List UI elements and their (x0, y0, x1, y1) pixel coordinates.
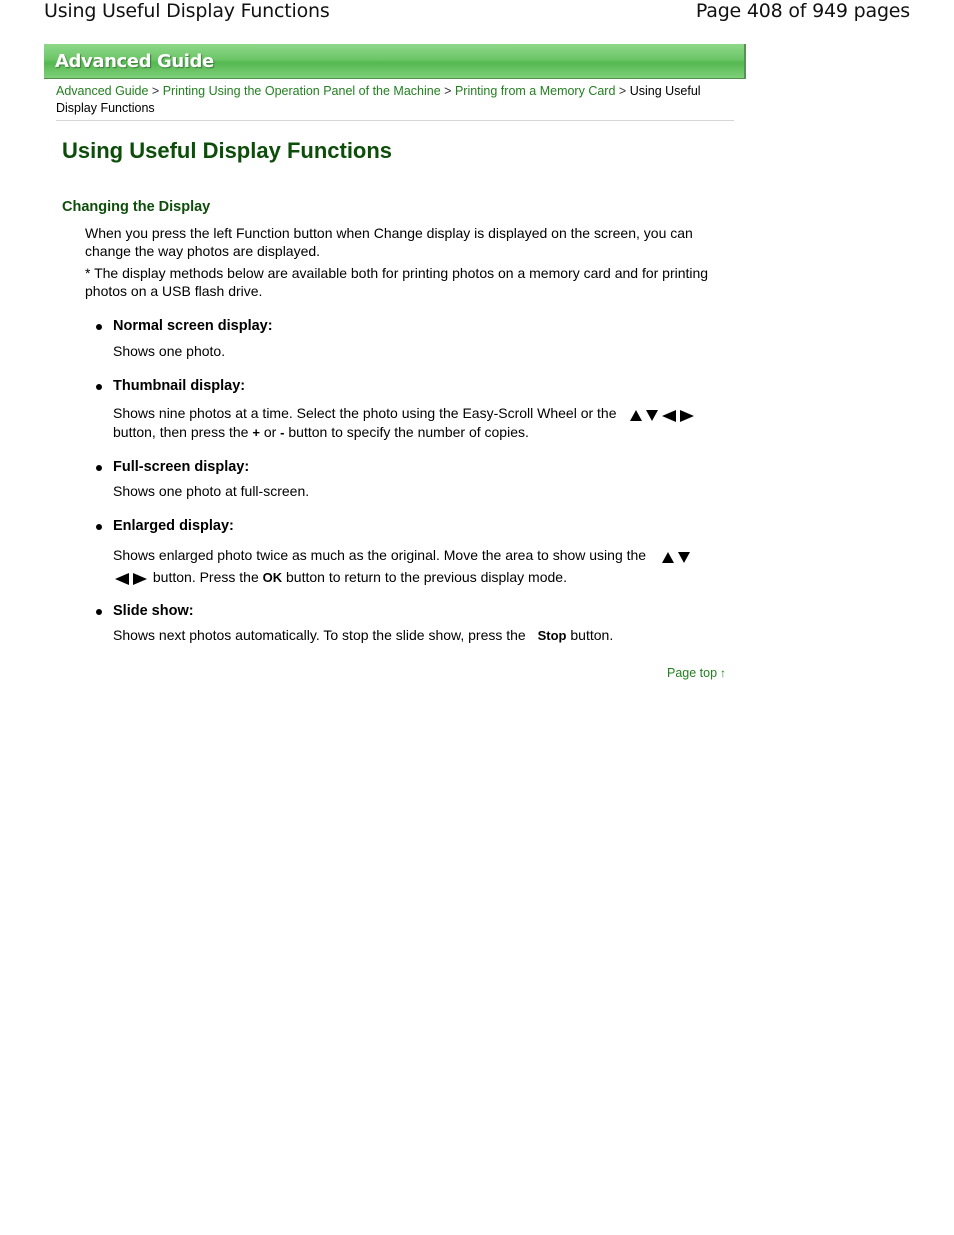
description-text: button, then press the (113, 424, 249, 441)
arrow-down-icon (646, 410, 658, 421)
divider (56, 120, 734, 121)
breadcrumb-separator: > (151, 84, 160, 98)
arrow-up-down-icon (660, 546, 692, 567)
intro-paragraph: When you press the left Function button when Change display is displayed on the screen, you can change the way photos are displayed. (85, 225, 693, 259)
item-description (113, 545, 713, 589)
note-paragraph: * The display methods below are available both for printing photos on a memory card and for printing photos on a USB flash drive. (85, 265, 709, 299)
description-text: button. (570, 627, 614, 643)
item-description (113, 404, 713, 442)
document-title: Using Useful Display Functions (44, 0, 330, 22)
breadcrumb-current: Using Useful Display Functions (56, 84, 701, 115)
bullet (96, 465, 102, 471)
page-title: Using Useful Display Functions (62, 138, 393, 163)
description-text: Shows enlarged photo twice as much as the original. Move the area to show using the (113, 547, 647, 563)
arrow-right-icon (680, 410, 694, 422)
arrow-left-right-icon (113, 568, 149, 589)
page-counter: Page 408 of 949 pages (695, 0, 910, 22)
minus-button-label: - (280, 425, 285, 441)
item-title: Slide show: (113, 603, 194, 619)
arrow-up-icon (662, 552, 674, 563)
arrow-buttons-icon (628, 405, 696, 423)
item-description: Shows one photo at full-screen. (113, 483, 310, 499)
arrow-up-icon (630, 410, 642, 421)
banner-label: Advanced Guide (55, 51, 214, 72)
bullet (96, 324, 102, 330)
breadcrumb-separator: > (618, 84, 627, 98)
item-title: Thumbnail display: (113, 378, 246, 394)
description-text: button to return to the previous display mode. (286, 568, 567, 585)
breadcrumb-link-advanced-guide[interactable]: Advanced Guide (56, 84, 149, 98)
page-top-link[interactable] (667, 666, 726, 680)
page-header (0, 0, 954, 30)
bullet (96, 524, 102, 530)
breadcrumb (56, 83, 716, 117)
description-text: button to specify the number of copies. (288, 424, 529, 441)
item-title: Full-screen display: (113, 459, 250, 475)
arrow-right-icon (133, 573, 147, 585)
bullet (96, 384, 102, 390)
description-text: button. Press the (152, 568, 259, 585)
breadcrumb-link-memory-card[interactable]: Printing from a Memory Card (454, 84, 616, 98)
stop-button-label: Stop (537, 628, 567, 643)
advanced-guide-banner (44, 44, 746, 79)
plus-button-label: + (252, 425, 260, 441)
page-top-label: Page top (667, 666, 718, 680)
description-text: Shows nine photos at a time. Select the photo using the Easy-Scroll Wheel or the (113, 405, 617, 421)
arrow-up-icon: ↑ (720, 666, 727, 680)
description-text: Shows next photos automatically. To stop the slide show, press the (113, 627, 526, 643)
item-description (113, 626, 713, 645)
ok-button-label: OK (262, 569, 283, 585)
item-title: Enlarged display: (113, 518, 234, 534)
description-text: or (263, 424, 277, 441)
section-title: Changing the Display (62, 199, 211, 215)
item-description: Shows one photo. (113, 343, 226, 359)
item-title: Normal screen display: (113, 318, 273, 334)
arrow-left-icon (115, 573, 129, 585)
breadcrumb-link-operation-panel[interactable]: Printing Using the Operation Panel of the Machine (162, 84, 441, 98)
breadcrumb-separator: > (444, 84, 452, 98)
bullet (96, 609, 102, 615)
arrow-down-icon (678, 552, 690, 563)
arrow-left-icon (662, 410, 676, 422)
